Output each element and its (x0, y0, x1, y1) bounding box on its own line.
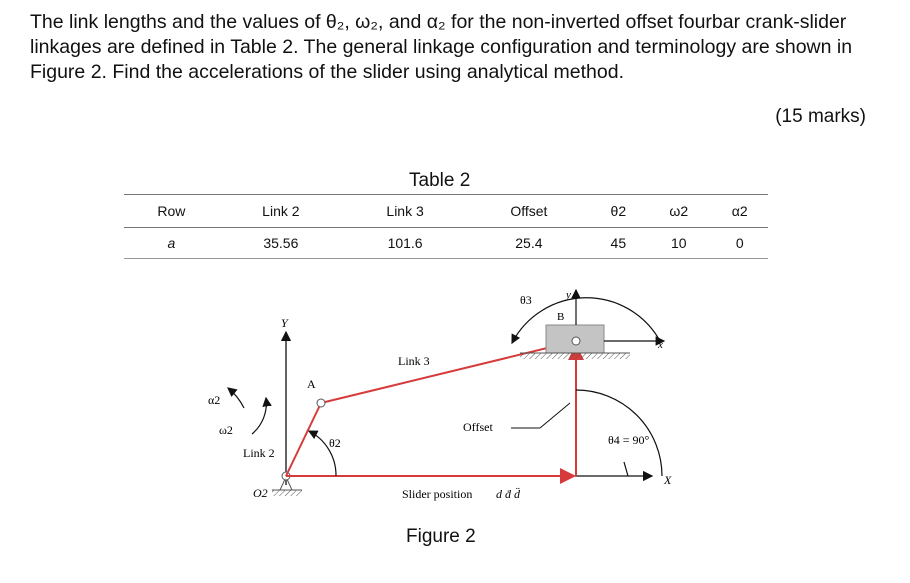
label-x-upper: X (664, 473, 672, 487)
cell-alpha2: 0 (711, 228, 768, 259)
header-offset: Offset (467, 195, 590, 228)
label-link3: Link 3 (398, 354, 430, 368)
figure-caption: Figure 2 (406, 526, 476, 547)
cell-row: a (124, 228, 219, 259)
header-alpha2: α2 (711, 195, 768, 228)
question-text: The link lengths and the values of θ₂, ω₂, and α₂ for the non-inverted offset fourbar crank-slider linkages are defined in Table 2. The general linkage configuration and terminology are shown in Figure 2. Find the accelerations of the slider using analytical method. (30, 11, 853, 83)
cell-link3: 101.6 (343, 228, 467, 259)
header-link3: Link 3 (343, 195, 467, 228)
label-slider-position: Slider position (402, 487, 473, 501)
label-y-upper: Y (281, 316, 288, 330)
label-offset: Offset (463, 420, 493, 434)
link2-line (286, 403, 321, 476)
header-row: Row (124, 195, 219, 228)
label-y-lower: y (566, 289, 571, 301)
header-link2: Link 2 (219, 195, 343, 228)
label-theta3: θ3 (520, 293, 532, 307)
label-link2: Link 2 (243, 446, 275, 460)
label-theta4: θ4 = 90° (608, 433, 650, 447)
link3-line (321, 341, 576, 403)
label-x-lower: x (658, 339, 663, 351)
label-alpha2: α2 (208, 393, 221, 407)
cell-omega2: 10 (646, 228, 711, 259)
label-d-symbols: d ḋ d̈ (496, 487, 520, 501)
cell-theta2: 45 (591, 228, 646, 259)
alpha2-arrow (228, 388, 244, 408)
label-theta2: θ2 (329, 436, 341, 450)
marks-label: (15 marks) (775, 106, 866, 127)
header-theta2: θ2 (591, 195, 646, 228)
label-a: A (307, 377, 316, 391)
label-b: B (557, 311, 565, 323)
slider-ground (520, 353, 630, 359)
omega2-arrow (252, 398, 266, 434)
table-caption: Table 2 (409, 170, 471, 191)
header-omega2: ω2 (646, 195, 711, 228)
pin-a (317, 399, 325, 407)
cell-offset: 25.4 (467, 228, 590, 259)
pin-b (572, 337, 580, 345)
label-omega2: ω2 (219, 423, 233, 437)
label-o2: O2 (253, 486, 268, 500)
o2-ground (272, 490, 302, 496)
cell-link2: 35.56 (219, 228, 343, 259)
